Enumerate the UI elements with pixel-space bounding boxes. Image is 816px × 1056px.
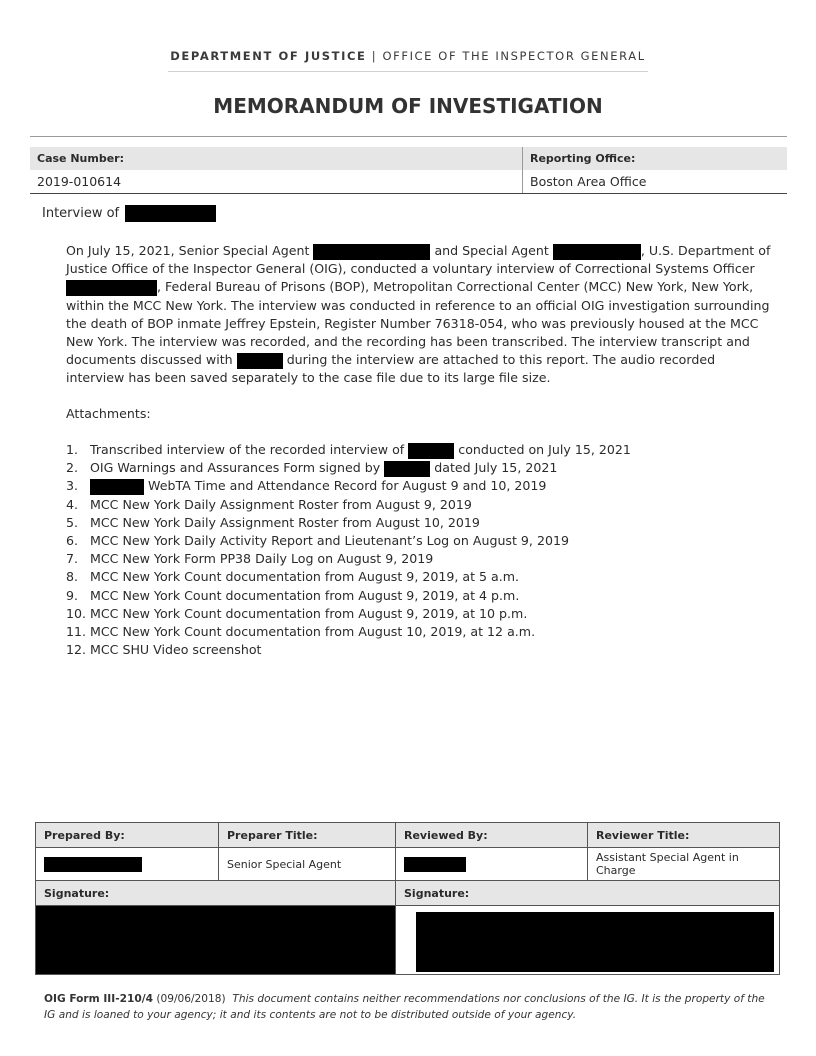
list-item: 4. MCC New York Daily Assignment Roster from August 9, 2019	[66, 496, 472, 512]
reporting-office-label: Reporting Office:	[523, 147, 788, 170]
body-paragraph	[66, 242, 776, 388]
prepared-by-label: Prepared By:	[36, 823, 219, 848]
redaction-block	[36, 906, 395, 974]
signature-box-left	[36, 906, 396, 975]
form-date: (09/06/2018)	[156, 993, 226, 1005]
case-info-table	[30, 147, 787, 194]
redaction-block	[237, 353, 283, 369]
department-name: DEPARTMENT OF JUSTICE	[170, 49, 367, 63]
redaction-block	[90, 479, 144, 495]
list-item: 1. Transcribed interview of the recorded interview of conducted on July 15, 2021	[66, 442, 631, 457]
title-divider	[30, 136, 787, 137]
list-item: 9. MCC New York Count documentation from August 9, 2019, at 4 p.m.	[66, 587, 520, 603]
header-separator: |	[371, 49, 378, 63]
signature-table	[35, 822, 780, 975]
list-item: 6. MCC New York Daily Activity Report and Lieutenant’s Log on August 9, 2019	[66, 533, 569, 549]
redaction-block	[408, 443, 454, 459]
redaction-block	[66, 280, 157, 296]
case-number-label: Case Number:	[30, 147, 523, 170]
redaction-block	[553, 244, 641, 260]
preparer-title-label: Preparer Title:	[219, 823, 396, 848]
reporting-office-value: Boston Area Office	[523, 170, 788, 194]
attachments-heading: Attachments:	[66, 406, 151, 421]
interview-label: Interview of	[42, 206, 120, 221]
form-id: OIG Form III-210/4	[44, 993, 153, 1005]
redaction-block	[404, 857, 466, 872]
header-department-line	[0, 49, 816, 63]
list-item: 3. WebTA Time and Attendance Record for August 9 and 10, 2019	[66, 478, 547, 494]
list-item: 7. MCC New York Form PP38 Daily Log on August 9, 2019	[66, 551, 434, 567]
list-item: 11. MCC New York Count documentation from August 10, 2019, at 12 a.m.	[66, 624, 536, 640]
reviewed-by-value	[396, 848, 588, 881]
header-divider	[168, 71, 648, 72]
office-name: OFFICE OF THE INSPECTOR GENERAL	[382, 49, 646, 63]
list-item: 5. MCC New York Daily Assignment Roster from August 10, 2019	[66, 514, 480, 530]
reviewed-by-label: Reviewed By:	[396, 823, 588, 848]
interview-subject-line	[42, 205, 216, 222]
reviewer-title-value: Assistant Special Agent in Charge	[588, 848, 780, 881]
redaction-block	[44, 857, 142, 872]
signature-label-left: Signature:	[36, 881, 396, 906]
redaction-block	[416, 912, 774, 972]
list-item: 12. MCC SHU Video screenshot	[66, 642, 262, 658]
list-item: 8. MCC New York Count documentation from August 9, 2019, at 5 a.m.	[66, 569, 520, 585]
attachments-list	[66, 441, 766, 659]
body-text-3: , U.S. Department of Justice Office of the Inspector General (OIG), conducted a voluntary interview of Correctional Systems Officer	[66, 243, 771, 277]
page-title: MEMORANDUM OF INVESTIGATION	[213, 94, 603, 118]
form-footer	[44, 991, 779, 1023]
preparer-title-value: Senior Special Agent	[219, 848, 396, 881]
body-text-5: during the interview are attached to this report. The audio recorded interview has been saved separately to the case file due to its large file size.	[66, 352, 716, 386]
redaction-block	[384, 461, 430, 477]
case-number-value: 2019-010614	[30, 170, 523, 194]
redaction-block	[313, 244, 430, 260]
redaction-block	[125, 205, 216, 222]
signature-box-right	[396, 906, 780, 975]
body-text-2: and Special Agent	[434, 243, 549, 258]
prepared-by-value	[36, 848, 219, 881]
footer-disclaimer: This document contains neither recommendations nor conclusions of the IG. It is the property of the IG and is loaned to your agency; it and its contents are not to be distributed outside of your agency.	[44, 993, 765, 1021]
reviewer-title-label: Reviewer Title:	[588, 823, 780, 848]
list-item: 10. MCC New York Count documentation from August 9, 2019, at 10 p.m.	[66, 605, 528, 621]
body-text-4: , Federal Bureau of Prisons (BOP), Metropolitan Correctional Center (MCC) New York, New York, within the MCC New York. The interview was conducted in reference to an official OIG investigation surrounding the death of BOP inmate Jeffrey Epstein, Register Number 76318-054, who was previously housed at the MCC New York. The interview was recorded, and the recording has been transcribed. The interview transcript and documents discussed with	[66, 279, 770, 368]
signature-label-right: Signature:	[396, 881, 780, 906]
body-text-1: On July 15, 2021, Senior Special Agent	[66, 243, 310, 258]
list-item: 2. OIG Warnings and Assurances Form signed by dated July 15, 2021	[66, 460, 558, 476]
